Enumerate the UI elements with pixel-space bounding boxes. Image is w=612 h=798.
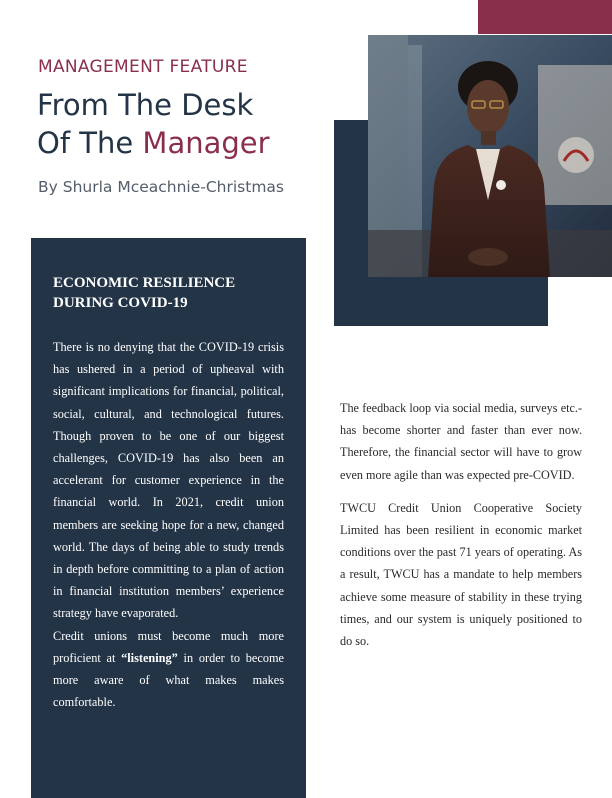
sidebar-panel [31,238,306,798]
main-column [340,397,582,663]
title-line-2 [37,124,270,162]
listening-emphasis: “listening” [121,650,178,665]
sidebar-heading [53,273,293,313]
page-title [37,86,270,162]
sidebar-paragraph-1: There is no denying that the COVID-19 crisis has ushered in a period of upheaval with significant implications for financial, political, social, cultural, and technological futures. Though proven to be one of our biggest challenges, COVID-19 has also been an accelerant for customer experience in the financial world. In 2021, credit union members are seeking hope for a new, changed world. The days of being able to study trends in depth before committing to a plan of action in financial institution members’ experience strategy have evaporated. [53,340,284,621]
title-line-2-prefix: Of The [37,126,143,160]
main-paragraph-2: TWCU Credit Union Cooperative Society Limited has been resilient in economic market conditions over the past 71 years of operating. As a result, TWCU has a mandate to help members achieve some measure of stability in these trying times, and our system is uniquely positioned to do so. [340,500,582,649]
portrait-illustration [368,35,612,277]
section-kicker: MANAGEMENT FEATURE [38,57,248,77]
sidebar-paragraph-2 [53,625,284,714]
sidebar-heading-line-1: ECONOMIC RESILIENCE [53,275,236,291]
manager-portrait-photo [368,35,612,277]
sidebar-paragraph-2-start: Credit unions must become much more proficient at [53,628,284,665]
title-line-1: From The Desk [37,88,254,122]
sidebar-body [53,336,284,713]
main-paragraph-1: The feedback loop via social media, surveys etc.- has become shorter and faster than ever now. Therefore, the financial sector will have to grow even more agile than was expected pre-COVID. [340,401,582,482]
sidebar-paragraph-2-end: in order to become more aware of what makes makes comfortable. [53,650,284,710]
sidebar-heading-line-2: DURING COVID-19 [53,295,188,311]
title-accent-word: Manager [142,126,270,160]
author-byline: By Shurla Mceachnie-Christmas [38,178,285,196]
top-accent-bar [478,0,612,34]
